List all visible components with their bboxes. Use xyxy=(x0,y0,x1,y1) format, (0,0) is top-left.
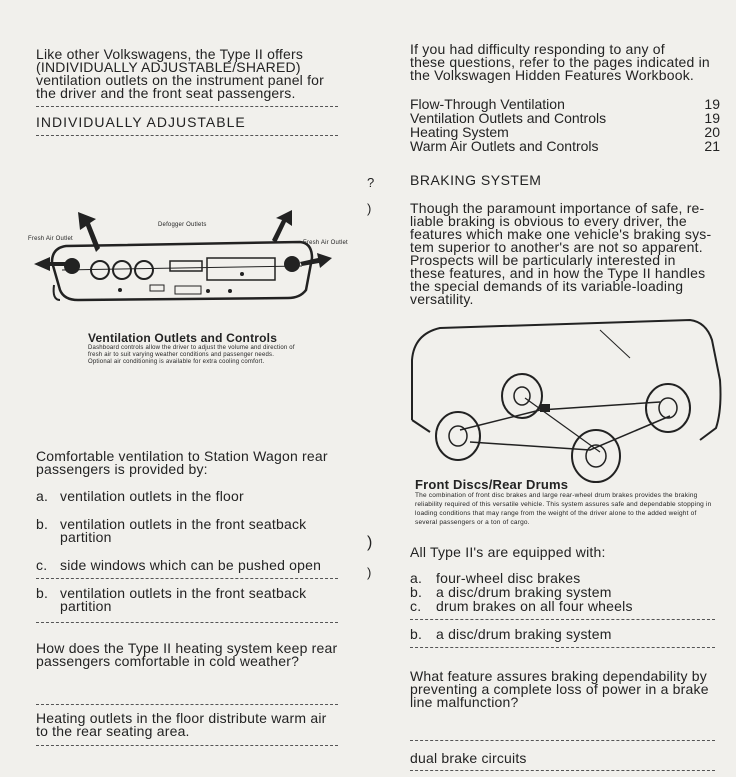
question-5-line: line malfunction? xyxy=(410,694,519,710)
answer-1: INDIVIDUALLY ADJUSTABLE xyxy=(36,114,246,130)
figure-caption-text: Dashboard controls allow the driver to adjust the volume and direction of fresh air to suit varying weather conditions and passenger needs. Optional air conditioning is available for extra cooling comfort. xyxy=(88,345,295,365)
option-text: a disc/drum braking system xyxy=(436,584,612,600)
figure-label-defogger: Defogger Outlets xyxy=(158,222,207,228)
toc-page: 19 xyxy=(704,110,720,126)
option-text: drum brakes on all four wheels xyxy=(436,598,633,614)
figure-label-fresh-air-right: Fresh Air Outlet xyxy=(303,240,348,246)
answer-3-line: Heating outlets in the floor distribute warm air xyxy=(36,710,327,726)
figure-caption-title: Ventilation Outlets and Controls xyxy=(88,331,278,345)
option-letter: c. xyxy=(36,557,48,573)
divider xyxy=(410,647,715,648)
answer-2-text: partition xyxy=(60,598,112,614)
body-line: liable braking is obvious to every driver, the xyxy=(410,213,687,229)
answer-4-text: a disc/drum braking system xyxy=(436,626,612,642)
body-line: the special demands of its variable-loading xyxy=(410,278,684,294)
margin-mark: ) xyxy=(367,201,372,216)
option-text: ventilation outlets in the front seatback xyxy=(60,516,307,532)
left-intro-line: Like other Volkswagens, the Type II offers xyxy=(36,46,304,62)
option-letter: c. xyxy=(410,598,422,614)
left-intro-line: the driver and the front seat passengers. xyxy=(36,85,296,101)
right-intro-line: the Volkswagen Hidden Features Workbook. xyxy=(410,67,695,83)
toc-title: Heating System xyxy=(410,124,509,140)
body-line: Prospects will be particularly interested in xyxy=(410,252,676,268)
toc-page: 21 xyxy=(704,138,720,154)
question-5-line: What feature assures braking dependability by xyxy=(410,668,707,684)
toc-page: 20 xyxy=(704,124,720,140)
answer-4-letter: b. xyxy=(410,626,423,642)
toc-title: Ventilation Outlets and Controls xyxy=(410,110,607,126)
question-3-line: passengers comfortable in cold weather? xyxy=(36,653,300,669)
left-intro-line: (INDIVIDUALLY ADJUSTABLE/SHARED) xyxy=(36,59,301,75)
question-3-line: How does the Type II heating system keep rear xyxy=(36,640,338,656)
brake-caption-title: Front Discs/Rear Drums xyxy=(415,477,569,492)
option-letter: b. xyxy=(410,584,423,600)
margin-mark: ) xyxy=(367,565,372,580)
figure-label-fresh-air-left: Fresh Air Outlet xyxy=(28,236,73,242)
body-line: versatility. xyxy=(410,291,474,307)
question-5-line: preventing a complete loss of power in a brake xyxy=(410,681,709,697)
answer-3-line: to the rear seating area. xyxy=(36,723,190,739)
answer-5: dual brake circuits xyxy=(410,750,527,766)
option-letter: b. xyxy=(36,516,49,532)
section-heading: BRAKING SYSTEM xyxy=(410,172,542,188)
body-line: tem superior to another's are not so apparent. xyxy=(410,239,703,255)
option-letter: a. xyxy=(410,570,423,586)
body-line: these features, and in how the Type II handles xyxy=(410,265,706,281)
toc-title: Warm Air Outlets and Controls xyxy=(410,138,599,154)
answer-2-text: ventilation outlets in the front seatback xyxy=(60,585,307,601)
right-intro-line: these questions, refer to the pages indicated in xyxy=(410,54,710,70)
divider xyxy=(410,740,715,741)
divider xyxy=(410,619,715,620)
option-text: partition xyxy=(60,529,112,545)
divider xyxy=(410,770,715,771)
option-text: ventilation outlets in the floor xyxy=(60,488,244,504)
question-2-line: passengers is provided by: xyxy=(36,461,208,477)
question-2-line: Comfortable ventilation to Station Wagon rear xyxy=(36,448,328,464)
toc-title: Flow-Through Ventilation xyxy=(410,96,565,112)
brake-caption-text: The combination of front disc brakes and large rear-wheel drum brakes provides the braking reliability required of this versatile vehicle. This system assures safe and dependable stopping in loading conditions that may range from the weight of the driver alone to the added weight of several passengers or a ton of cargo. xyxy=(415,492,712,526)
option-letter: a. xyxy=(36,488,49,504)
body-line: features which make one vehicle's braking sys- xyxy=(410,226,712,242)
question-4: All Type II's are equipped with: xyxy=(410,544,606,560)
margin-mark: ? xyxy=(367,175,375,190)
toc-page: 19 xyxy=(704,96,720,112)
margin-mark: ) xyxy=(367,534,373,551)
left-intro-line: ventilation outlets on the instrument panel for xyxy=(36,72,325,88)
answer-2-letter: b. xyxy=(36,585,49,601)
body-line: Though the paramount importance of safe, re- xyxy=(410,200,705,216)
option-text: side windows which can be pushed open xyxy=(60,557,322,573)
right-intro-line: If you had difficulty responding to any of xyxy=(410,41,665,57)
option-text: four-wheel disc brakes xyxy=(436,570,581,586)
